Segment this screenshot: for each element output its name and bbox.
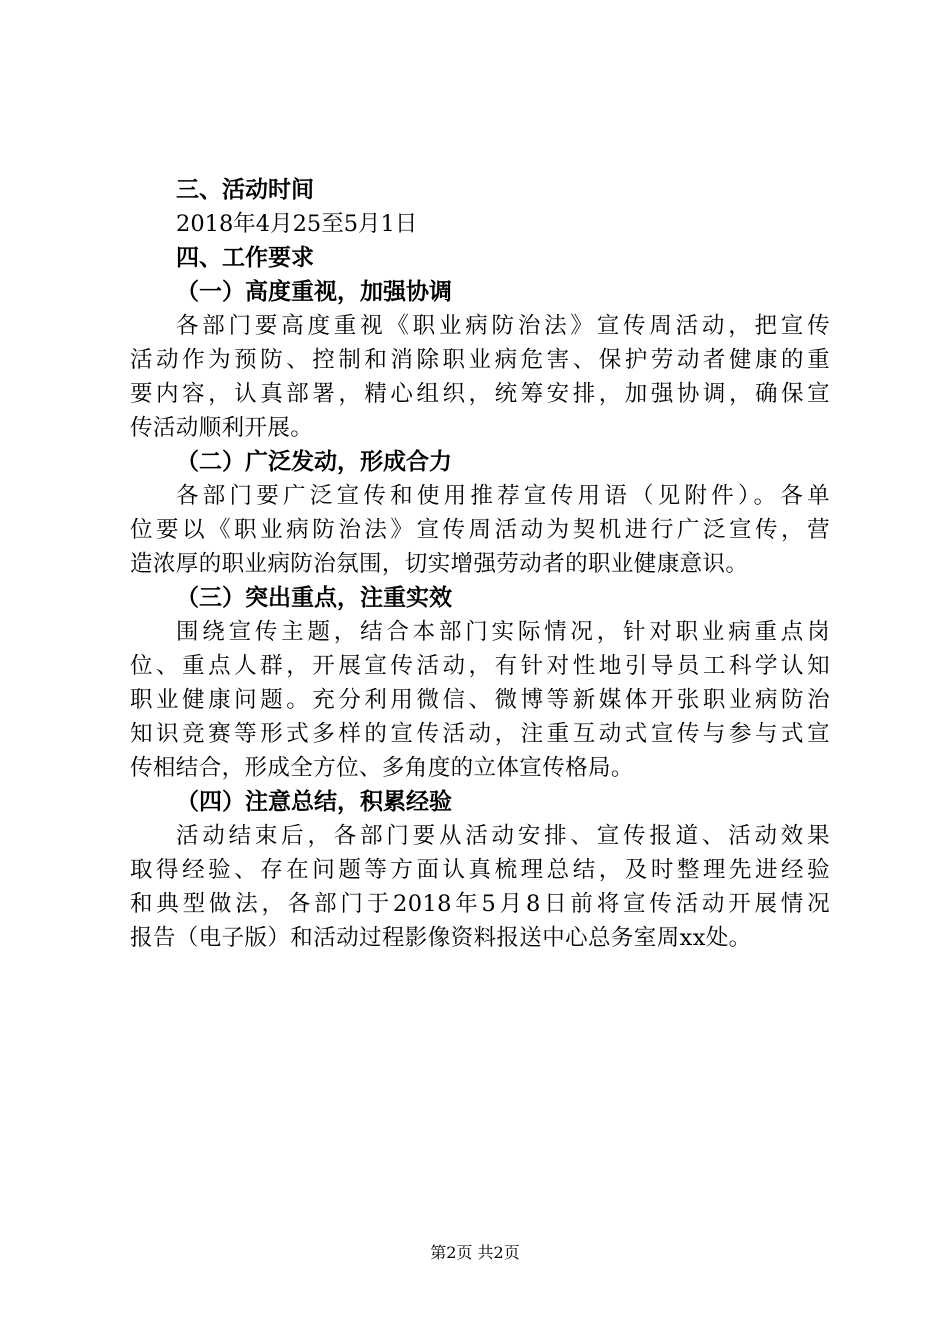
- document-body: [130, 173, 830, 955]
- paragraph-line: 要内容，认真部署，精心组织，统筹安排，加强协调，确保宣: [130, 381, 830, 407]
- paragraph-line: 知识竞赛等形式多样的宣传活动，注重互动式宣传与参与式宣: [130, 721, 830, 747]
- paragraph-line: 各部门要广泛宣传和使用推荐宣传用语（见附件）。各单: [176, 483, 830, 509]
- paragraph-line: 传活动顺利开展。: [130, 415, 314, 441]
- paragraph-line: 报告（电子版）和活动过程影像资料报送中心总务室周xx处。: [130, 925, 752, 951]
- paragraph-line: 位、重点人群，开展宣传活动，有针对性地引导员工科学认知: [130, 653, 830, 679]
- section-4-heading: 四、工作要求: [176, 245, 314, 271]
- requirement-2-heading: （二）广泛发动，形成合力: [176, 449, 452, 475]
- paragraph-line: 取得经验、存在问题等方面认真梳理总结，及时整理先进经验: [130, 857, 830, 883]
- paragraph-line: 各部门要高度重视《职业病防治法》宣传周活动，把宣传: [176, 313, 830, 339]
- activity-date: 2018年4月25至5月1日: [176, 211, 418, 237]
- paragraph-line: 活动结束后，各部门要从活动安排、宣传报道、活动效果: [176, 823, 830, 849]
- paragraph-line: 位要以《职业病防治法》宣传周活动为契机进行广泛宣传，营: [130, 517, 830, 543]
- paragraph-line: 围绕宣传主题，结合本部门实际情况，针对职业病重点岗: [176, 619, 830, 645]
- paragraph-line: 职业健康问题。充分利用微信、微博等新媒体开张职业病防治: [130, 687, 830, 713]
- paragraph-line: 造浓厚的职业病防治氛围，切实增强劳动者的职业健康意识。: [130, 551, 749, 577]
- paragraph-line: 活动作为预防、控制和消除职业病危害、保护劳动者健康的重: [130, 347, 830, 373]
- paragraph-line: 传相结合，形成全方位、多角度的立体宣传格局。: [130, 755, 634, 781]
- page-number-footer: 第2页 共2页: [430, 1243, 520, 1262]
- paragraph-line: 和典型做法，各部门于2018年5月8日前将宣传活动开展情况: [130, 891, 830, 917]
- requirement-1-heading: （一）高度重视，加强协调: [176, 279, 452, 305]
- requirement-4-heading: （四）注意总结，积累经验: [176, 789, 452, 815]
- section-3-heading: 三、活动时间: [176, 177, 314, 203]
- requirement-3-heading: （三）突出重点，注重实效: [176, 585, 452, 611]
